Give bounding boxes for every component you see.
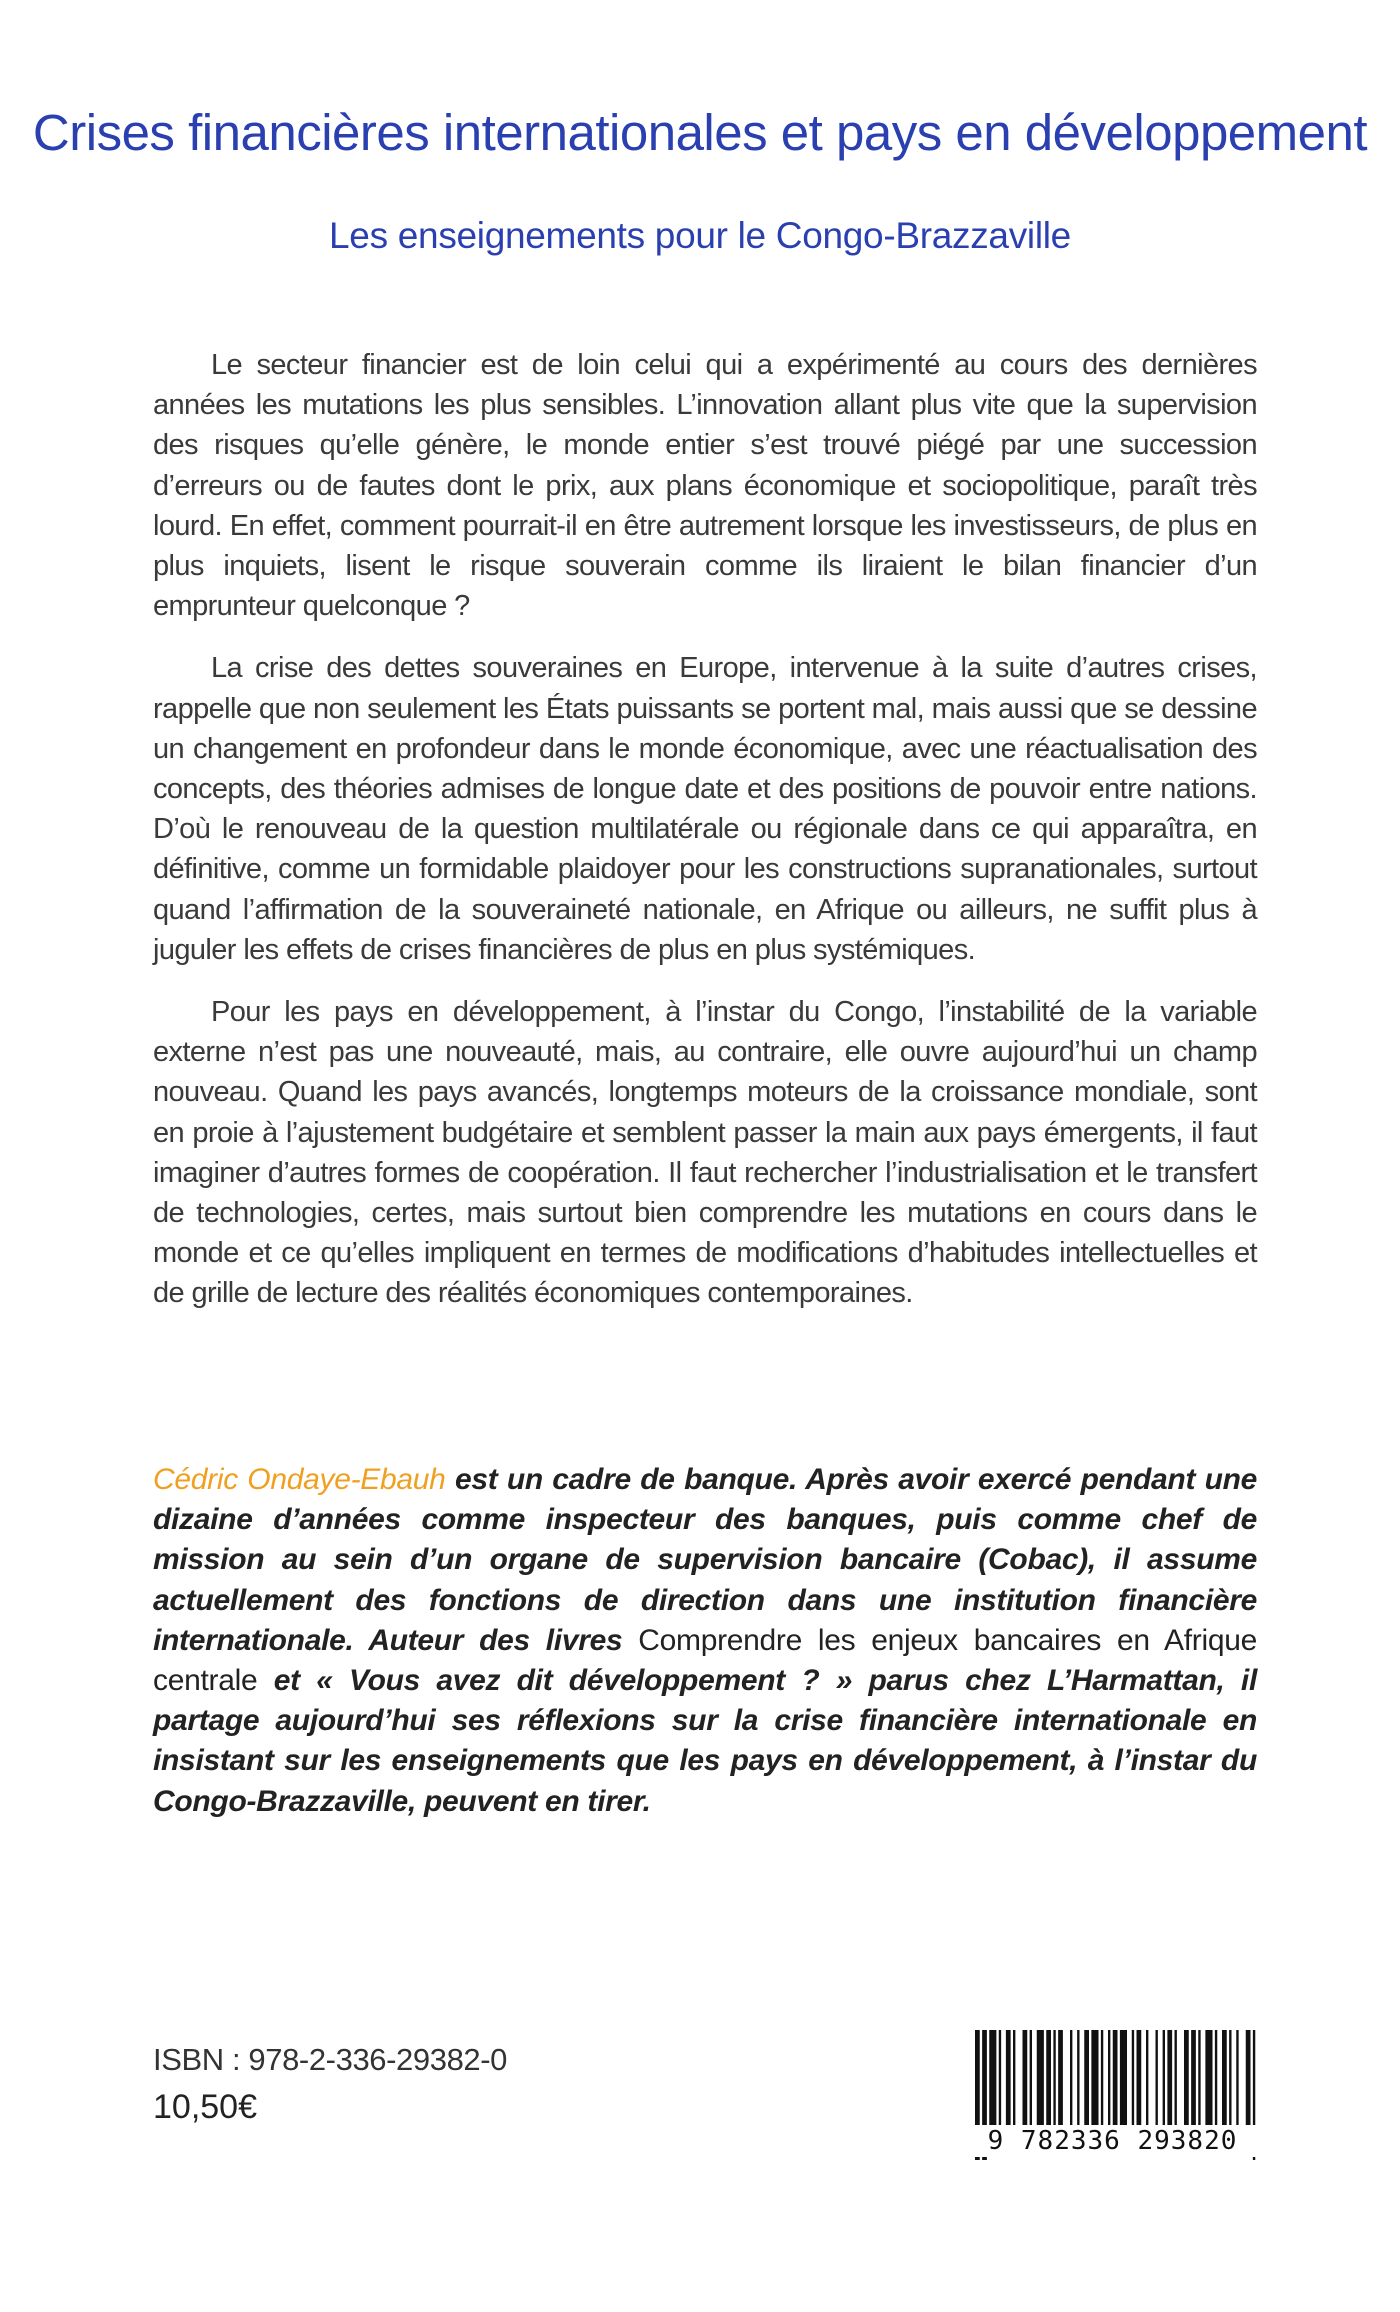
bio-text-2: et « Vous avez dit développement ? » parus chez L’Harmattan, il partage aujourd’hui ses réflexions sur la crise financière internationale en insistant sur les enseignements que les pays en développement, à l’instar du Congo-Brazzaville, peuvent en tirer. bbox=[153, 1664, 1257, 1818]
book-title: Crises financières internationales et pays en développement bbox=[32, 104, 1368, 161]
isbn: ISBN : 978-2-336-29382-0 bbox=[153, 2042, 508, 2077]
barcode-digits: 9 782336 293820 bbox=[960, 2125, 1265, 2157]
book-reference: Comprendre les enjeux bancaires en Afrique centrale bbox=[153, 1623, 1257, 1698]
author-bio bbox=[153, 1460, 1257, 1822]
author-name: Cédric Ondaye-Ebauh bbox=[153, 1463, 446, 1496]
summary-text bbox=[153, 345, 1257, 1336]
summary-paragraph-2: La crise des dettes souveraines en Europe, intervenue à la suite d’autres crises, rappelle que non seulement les États puissants se portent mal, mais aussi que se dessine un changement en profondeur dans le monde économique, avec une réactualisation des concepts, des théories admises de longue date et des positions de pouvoir entre nations. D’où le renouveau de la question multilatérale ou régionale dans ce qui apparaîtra, en définitive, comme un formidable plaidoyer pour les constructions supranationales, surtout quand l’affirmation de la souveraineté nationale, en Afrique ou ailleurs, ne suffit plus à juguler les effets de crises financières de plus en plus systémiques. bbox=[153, 652, 1257, 966]
bio-text-1: est un cadre de banque. Après avoir exercé pendant une dizaine d’années comme inspecteur des banques, puis comme chef de mission au sein d’un organe de supervision bancaire (Cobac), il assume actuellement des fonctions de direction dans une institution financière internationale. Auteur des livres bbox=[153, 1463, 1257, 1657]
summary-paragraph-3: Pour les pays en développement, à l’instar du Congo, l’instabilité de la variable externe n’est pas une nouveauté, mais, au contraire, elle ouvre aujourd’hui un champ nouveau. Quand les pays avancés, longtemps moteurs de la croissance mondiale, sont en proie à l’ajustement budgétaire et semblent passer la main aux pays émergents, il faut imaginer d’autres formes de coopération. Il faut rechercher l’industrialisation et le transfert de technologies, certes, mais surtout bien comprendre les mutations en cours dans le monde et ce qu’elles impliquent en termes de modifications d’habitudes intellectuelles et de grille de lecture des réalités économiques contemporaines. bbox=[153, 996, 1257, 1310]
summary-paragraph-1: Le secteur financier est de loin celui qui a expérimenté au cours des dernières années les mutations les plus sensibles. L’innovation allant plus vite que la supervision des risques qu’elle génère, le monde entier s’est trouvé piégé par une succession d’erreurs ou de fautes dont le prix, aux plans économique et sociopolitique, paraît très lourd. En effet, comment pourrait-il en être autrement lorsque les investisseurs, de plus en plus inquiets, lisent le risque souverain comme ils liraient le bilan financier d’un emprunteur quelconque ? bbox=[153, 349, 1257, 623]
book-subtitle: Les enseignements pour le Congo-Brazzaville bbox=[329, 215, 1071, 256]
price: 10,50€ bbox=[153, 2088, 257, 2126]
